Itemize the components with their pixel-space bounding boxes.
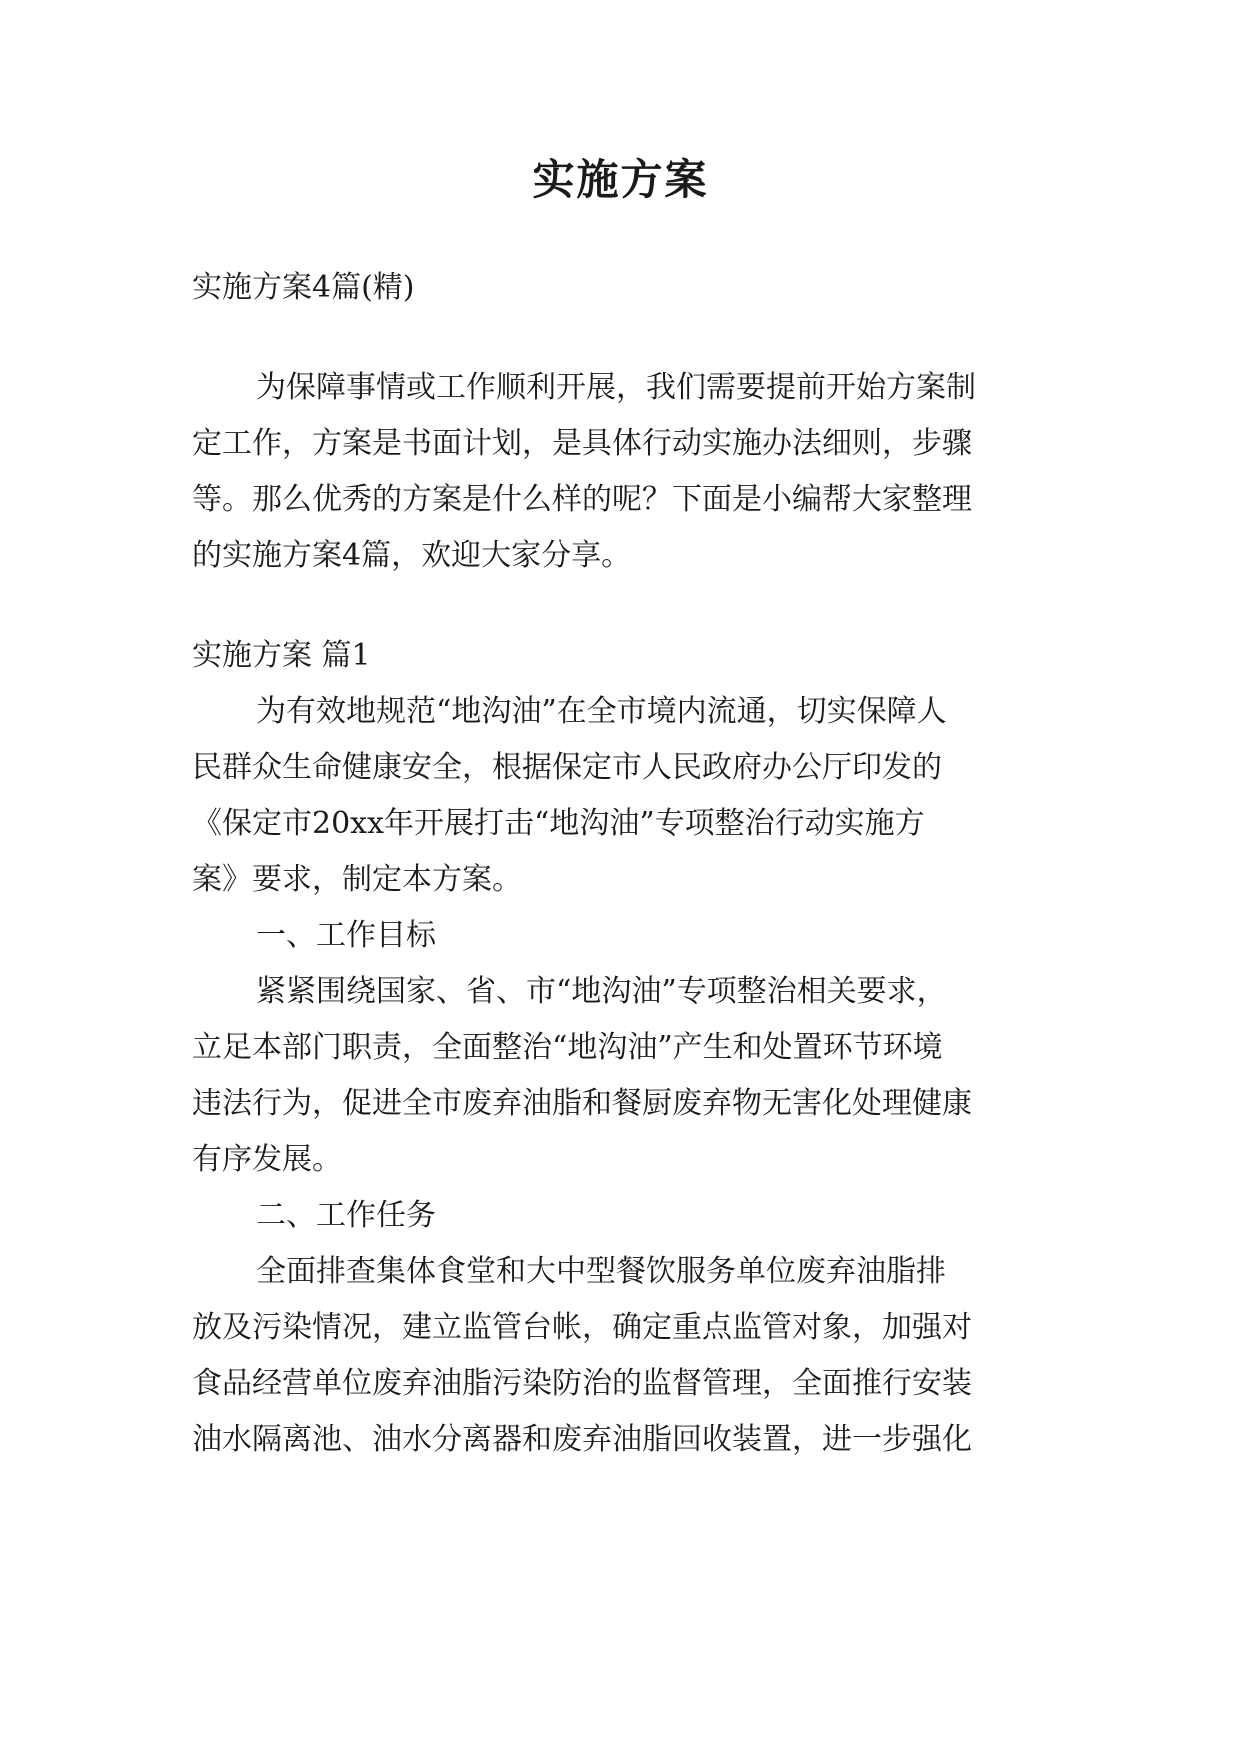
section-heading: 实施方案 篇1 bbox=[192, 638, 371, 673]
intro-line-3: 等。那么优秀的方案是什么样的呢？下面是小编帮大家整理 bbox=[192, 482, 972, 517]
task-line-3: 食品经营单位废弃油脂污染防治的监督管理，全面推行安装 bbox=[192, 1366, 972, 1401]
section-para-line-4: 案》要求，制定本方案。 bbox=[192, 862, 522, 897]
goal-line-3: 违法行为，促进全市废弃油脂和餐厨废弃物无害化处理健康 bbox=[192, 1086, 972, 1121]
goal-line-2: 立足本部门职责，全面整治“地沟油”产生和处置环节环境 bbox=[192, 1030, 943, 1065]
heading-goal: 一、工作目标 bbox=[256, 918, 436, 953]
intro-line-2: 定工作，方案是书面计划，是具体行动实施办法细则，步骤 bbox=[192, 426, 972, 461]
section-para-line-3: 《保定市20xx年开展打击“地沟油”专项整治行动实施方 bbox=[192, 806, 925, 841]
section-para-line-1: 为有效地规范“地沟油”在全市境内流通，切实保障人 bbox=[256, 694, 947, 729]
intro-line-4: 的实施方案4篇，欢迎大家分享。 bbox=[192, 538, 632, 573]
task-line-2: 放及污染情况，建立监管台帐，确定重点监管对象，加强对 bbox=[192, 1310, 972, 1345]
section-para-line-2: 民群众生命健康安全，根据保定市人民政府办公厅印发的 bbox=[192, 750, 942, 785]
task-line-1: 全面排查集体食堂和大中型餐饮服务单位废弃油脂排 bbox=[256, 1254, 946, 1289]
goal-line-1: 紧紧围绕国家、省、市“地沟油”专项整治相关要求， bbox=[256, 974, 947, 1009]
document-title: 实施方案 bbox=[532, 155, 709, 204]
document-subtitle: 实施方案4篇(精) bbox=[192, 270, 415, 305]
task-line-4: 油水隔离池、油水分离器和废弃油脂回收装置，进一步强化 bbox=[192, 1422, 972, 1457]
heading-task: 二、工作任务 bbox=[256, 1198, 436, 1233]
goal-line-4: 有序发展。 bbox=[192, 1142, 342, 1177]
intro-line-1: 为保障事情或工作顺利开展，我们需要提前开始方案制 bbox=[256, 370, 976, 405]
